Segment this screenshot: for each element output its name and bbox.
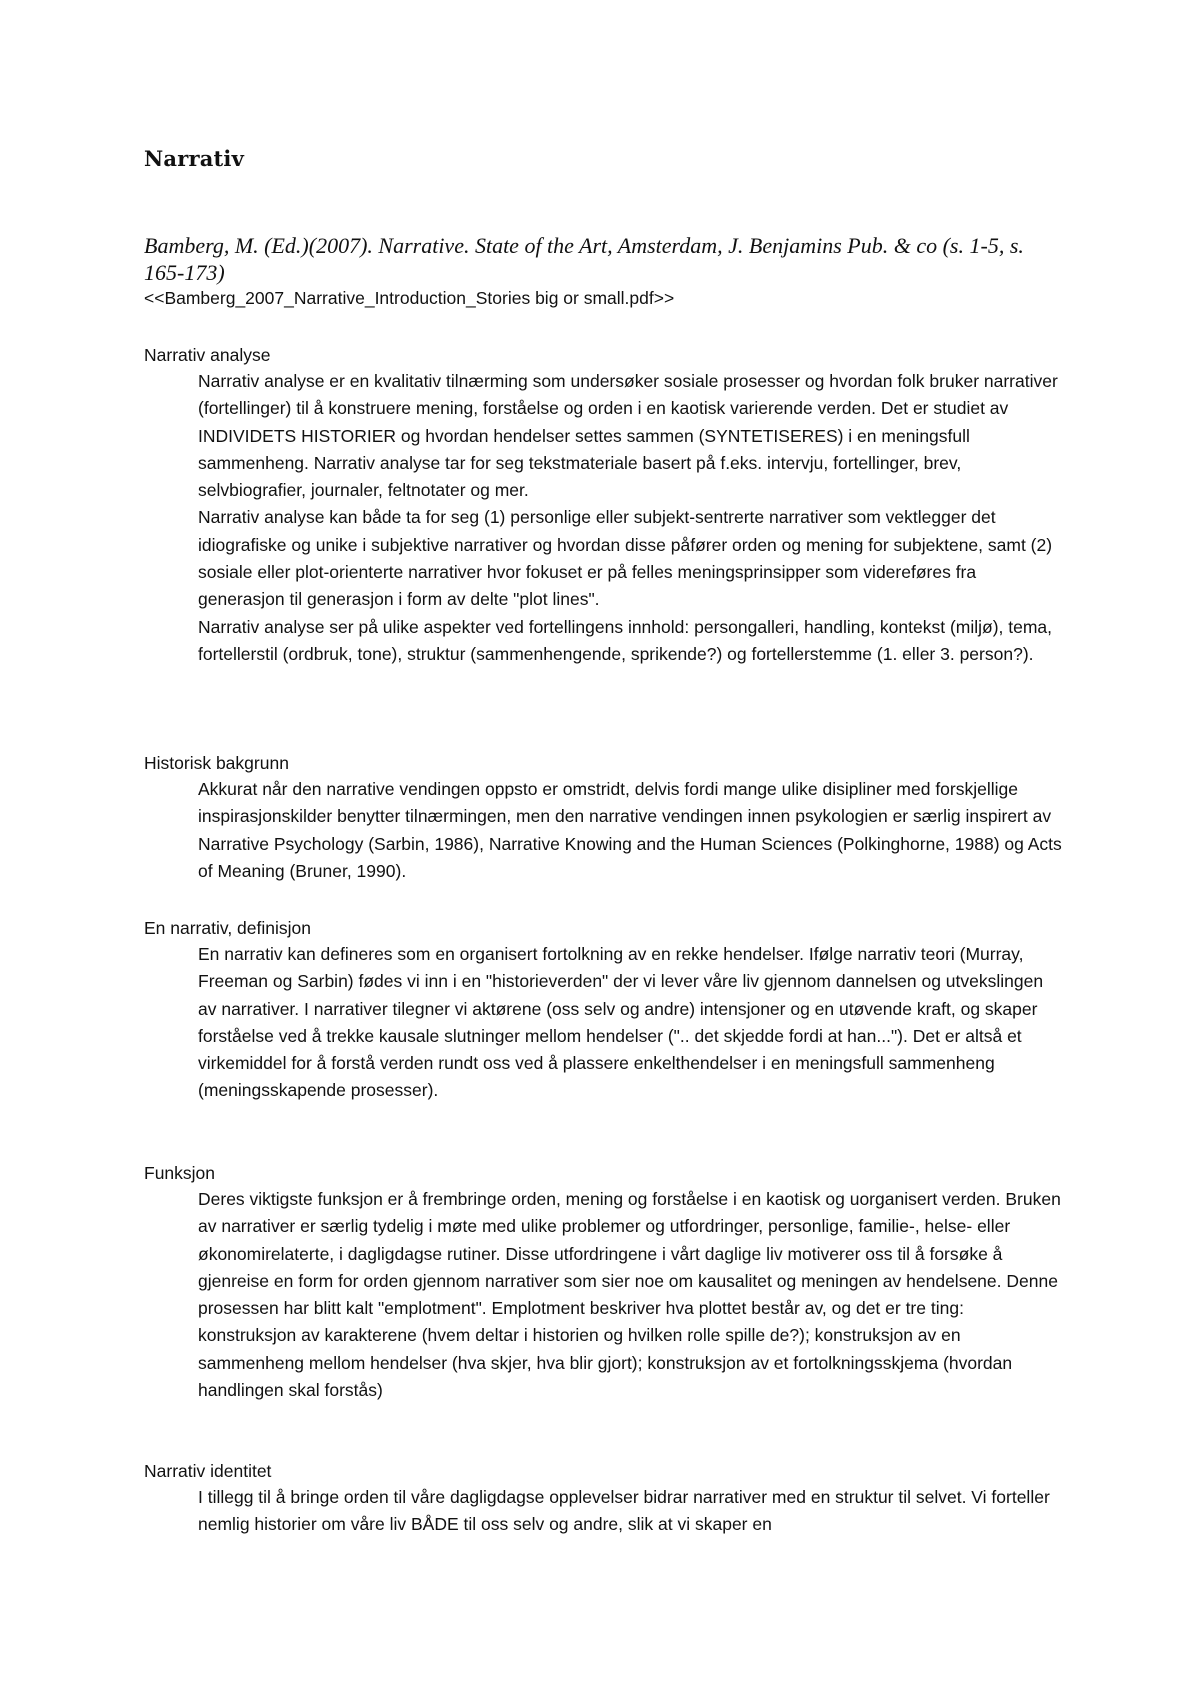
section-heading: Narrativ analyse xyxy=(144,345,271,365)
section-paragraph: Akkurat når den narrative vendingen oppsto er omstridt, delvis fordi mange ulike disipliner med forskjellige inspirasjonskilder benytter tilnærmingen, men den narrative vendingen innen psykologien er særlig inspirert av Narrative Psychology (Sarbin, 1986), Narrative Knowing and the Human Sciences (Polkinghorne, 1988) og Acts of Meaning (Bruner, 1990). xyxy=(198,779,1062,881)
section-funksjon xyxy=(144,1160,1064,1404)
section-paragraph: En narrativ kan defineres som en organisert fortolkning av en rekke hendelser. Ifølge narrativ teori (Murray, Freeman og Sarbin) fødes vi inn i en "historieverden" der vi lever våre liv gjennom dannelsen og utvekslingen av narrativer. I narrativer tilegner vi aktørene (oss selv og andre) intensjoner og en utøvende kraft, og skaper forståelse ved å trekke kausale slutninger mellom hendelser (".. det skjedde fordi at han..."). Det er altså et virkemiddel for å forstå verden rundt oss ved å plassere enkelthendelser i en meningsfull sammenheng (meningsskapende prosesser). xyxy=(198,944,1044,1101)
section-definisjon xyxy=(144,915,1064,1105)
section-paragraph: I tillegg til å bringe orden til våre dagligdagse opplevelser bidrar narrativer med en struktur til selvet. Vi forteller nemlig historier om våre liv BÅDE til oss selv og andre, slik at vi skaper en xyxy=(198,1487,1050,1535)
section-paragraph: Narrativ analyse kan både ta for seg (1) personlige eller subjekt-sentrerte narrativer som vektlegger det idiografiske og unike i subjektive narrativer og hvordan disse påfører orden og mening for subjektene, samt (2) sosiale eller plot-orienterte narrativer hvor fokuset er på felles meningsprinsipper som videreføres fra generasjon til generasjon i form av delte "plot lines". xyxy=(198,507,1053,610)
section-heading: Historisk bakgrunn xyxy=(144,753,289,773)
section-heading: Funksjon xyxy=(144,1163,216,1183)
section-narrativ-analyse xyxy=(144,342,1064,668)
document-title: Narrativ xyxy=(144,146,245,171)
section-narrativ-identitet xyxy=(144,1458,1064,1539)
section-heading: En narrativ, definisjon xyxy=(144,918,311,938)
section-paragraph: Deres viktigste funksjon er å frembringe orden, mening og forståelse i en kaotisk og uorganisert verden. Bruken av narrativer er særlig tydelig i møte med ulike problemer og utfordringer, personlige, familie-, helse- eller økonomirelaterte, i dagligdagse rutiner. Disse utfordringene i vårt daglige liv motiverer oss til å forsøke å gjenreise en form for orden gjennom narrativer som sier noe om kausalitet og meningen av hendelsene. Denne prosessen har blitt kalt "emplotment". Emplotment beskriver hva plottet består av, og det er tre ting: konstruksjon av karakterene (hvem deltar i historien og hvilken rolle spille de?); konstruksjon av en sammenheng mellom hendelser (hva skjer, hva blir gjort); konstruksjon av et fortolkningsskjema (hvordan handlingen skal forstås) xyxy=(198,1189,1061,1401)
section-paragraph: Narrativ analyse er en kvalitativ tilnærming som undersøker sosiale prosesser og hvordan folk bruker narrativer (fortellinger) til å konstruere mening, forståelse og orden i en kaotisk varierende verden. Det er studiet av INDIVIDETS HISTORIER og hvordan hendelser settes sammen (SYNTETISERES) i en meningsfull sammenheng. Narrativ analyse tar for seg tekstmateriale basert på f.eks. intervju, fortellinger, brev, selvbiografier, journaler, feltnotater og mer. xyxy=(198,371,1058,501)
section-historisk-bakgrunn xyxy=(144,750,1064,885)
attachment-reference: <<Bamberg_2007_Narrative_Introduction_Stories big or small.pdf>> xyxy=(144,288,675,308)
section-heading: Narrativ identitet xyxy=(144,1461,272,1481)
section-paragraph: Narrativ analyse ser på ulike aspekter ved fortellingens innhold: persongalleri, handling, kontekst (miljø), tema, fortellerstil (ordbruk, tone), struktur (sammenhengende, sprikende?) og fortellerstemme (1. eller 3. person?). xyxy=(198,616,1053,664)
citation-reference: Bamberg, M. (Ed.)(2007). Narrative. State of the Art, Amsterdam, J. Benjamins Pub. & co (s. 1-5, s. 165-173) xyxy=(144,233,1024,285)
